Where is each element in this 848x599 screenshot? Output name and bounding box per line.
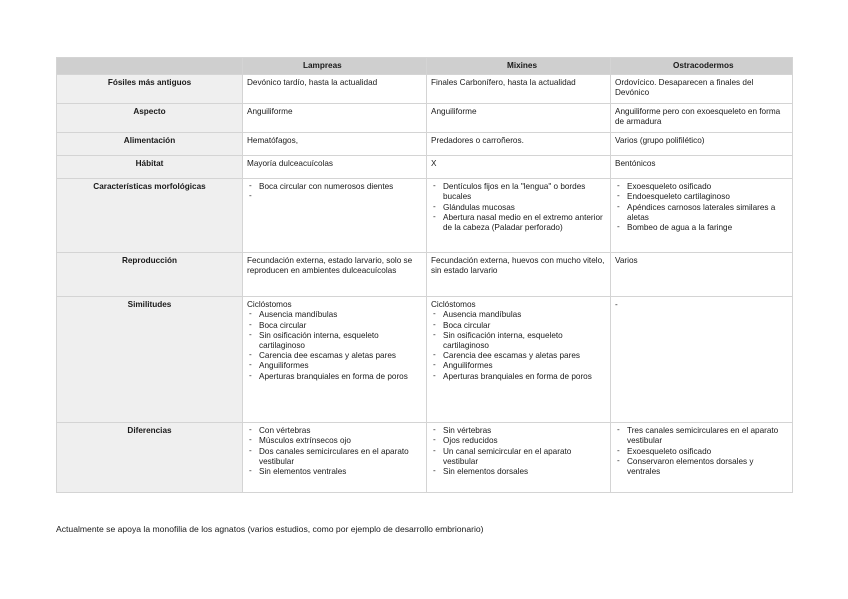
- list-item: - Exoesqueleto osificado: [615, 182, 788, 192]
- list-item: - Boca circular con numerosos dientes: [247, 182, 422, 192]
- table-row: [57, 253, 793, 297]
- list-item: - Sin vértebras: [431, 426, 606, 436]
- row-label: Características morfológicas: [57, 179, 243, 253]
- header-ostracodermos: Ostracodermos: [611, 58, 793, 75]
- cell-ostracodermos: Anguiliforme pero con exoesqueleto en forma de armadura: [611, 104, 793, 133]
- list-item: - Boca circular: [431, 321, 606, 331]
- list-item: - Con vértebras: [247, 426, 422, 436]
- cell-lampreas: [243, 423, 427, 493]
- cell-ostracodermos: Varios (grupo polifilético): [611, 133, 793, 156]
- list-item: - Tres canales semicirculares en el aparato vestibular: [615, 426, 788, 446]
- comparison-table: [56, 57, 793, 493]
- row-label: Reproducción: [57, 253, 243, 297]
- list-item: - Ausencia mandíbulas: [431, 310, 606, 320]
- cell-lampreas: Hematófagos,: [243, 133, 427, 156]
- list-item: - Conservaron elementos dorsales y ventrales: [615, 457, 788, 477]
- cell-ostracodermos: -: [611, 297, 793, 423]
- bullet-list: [247, 310, 422, 381]
- bullet-list: [247, 426, 422, 477]
- cell-ostracodermos: [611, 179, 793, 253]
- row-label: Similitudes: [57, 297, 243, 423]
- table-row: [57, 423, 793, 493]
- row-label: Hábitat: [57, 156, 243, 179]
- list-item: - Ojos reducidos: [431, 436, 606, 446]
- bullet-list: [247, 182, 422, 192]
- cell-mixines: X: [427, 156, 611, 179]
- list-item: - Músculos extrínsecos ojo: [247, 436, 422, 446]
- table-row: [57, 179, 793, 253]
- cell-ostracodermos: Bentónicos: [611, 156, 793, 179]
- list-item: - Aperturas branquiales en forma de poros: [247, 372, 422, 382]
- list-item: - Dos canales semicirculares en el aparato vestibular: [247, 447, 422, 467]
- list-item: - Glándulas mucosas: [431, 203, 606, 213]
- row-label: Fósiles más antiguos: [57, 75, 243, 104]
- list-item: - Dentículos fijos en la "lengua" o bordes bucales: [431, 182, 606, 202]
- list-item: - Anguiliformes: [431, 361, 606, 371]
- row-label: Aspecto: [57, 104, 243, 133]
- list-item: - Ausencia mandíbulas: [247, 310, 422, 320]
- cell-ostracodermos: Ordovícico. Desaparecen a finales del Devónico: [611, 75, 793, 104]
- bullet-list: [431, 310, 606, 381]
- cell-mixines: [427, 179, 611, 253]
- list-item: - Anguiliformes: [247, 361, 422, 371]
- footnote: Actualmente se apoya la monofilia de los agnatos (varios estudios, como por ejemplo de desarrollo embrionario): [56, 524, 484, 534]
- cell-mixines: Anguiliforme: [427, 104, 611, 133]
- list-item: - Un canal semicircular en el aparato vestibular: [431, 447, 606, 467]
- header-mixines: Mixines: [427, 58, 611, 75]
- cell-lampreas: Fecundación externa, estado larvario, solo se reproducen en ambientes dulceacuícolas: [243, 253, 427, 297]
- list-item: - Sin osificación interna, esqueleto cartilaginoso: [431, 331, 606, 351]
- group-title: Ciclóstomos: [247, 300, 292, 310]
- row-label: Diferencias: [57, 423, 243, 493]
- cell-lampreas: [243, 179, 427, 253]
- list-item: - Sin elementos dorsales: [431, 467, 606, 477]
- group-title: Ciclóstomos: [431, 300, 476, 310]
- list-item: - Sin osificación interna, esqueleto cartilaginoso: [247, 331, 422, 351]
- header-empty: [57, 58, 243, 75]
- list-item: - Boca circular: [247, 321, 422, 331]
- cell-lampreas: Anguiliforme: [243, 104, 427, 133]
- list-item: - Carencia dee escamas y aletas pares: [431, 351, 606, 361]
- header-lampreas: Lampreas: [243, 58, 427, 75]
- table-row: [57, 156, 793, 179]
- table-row: [57, 104, 793, 133]
- list-item: - Endoesqueleto cartilaginoso: [615, 192, 788, 202]
- cell-lampreas: Devónico tardío, hasta la actualidad: [243, 75, 427, 104]
- cell-ostracodermos: Varios: [611, 253, 793, 297]
- list-item: - Carencia dee escamas y aletas pares: [247, 351, 422, 361]
- cell-mixines: Finales Carbonífero, hasta la actualidad: [427, 75, 611, 104]
- table-row: [57, 133, 793, 156]
- cell-mixines: Fecundación externa, huevos con mucho vitelo, sin estado larvario: [427, 253, 611, 297]
- cell-mixines: [427, 423, 611, 493]
- bullet-list: [431, 426, 606, 477]
- list-item: - Aperturas branquiales en forma de poros: [431, 372, 606, 382]
- cell-ostracodermos: [611, 423, 793, 493]
- cell-lampreas: [243, 297, 427, 423]
- list-item: - Bombeo de agua a la faringe: [615, 223, 788, 233]
- cell-mixines: [427, 297, 611, 423]
- list-item: - Sin elementos ventrales: [247, 467, 422, 477]
- bullet-list: [431, 182, 606, 233]
- header-row: [57, 58, 793, 75]
- bullet-list: [615, 182, 788, 233]
- table-row: [57, 297, 793, 423]
- cell-mixines: Predadores o carroñeros.: [427, 133, 611, 156]
- list-item: - Apéndices carnosos laterales similares a aletas: [615, 203, 788, 223]
- cell-lampreas: Mayoría dulceacuícolas: [243, 156, 427, 179]
- table-row: [57, 75, 793, 104]
- list-item: - Exoesqueleto osificado: [615, 447, 788, 457]
- row-label: Alimentación: [57, 133, 243, 156]
- bullet-list: [615, 426, 788, 477]
- list-item: - Abertura nasal medio en el extremo anterior de la cabeza (Paladar perforado): [431, 213, 606, 233]
